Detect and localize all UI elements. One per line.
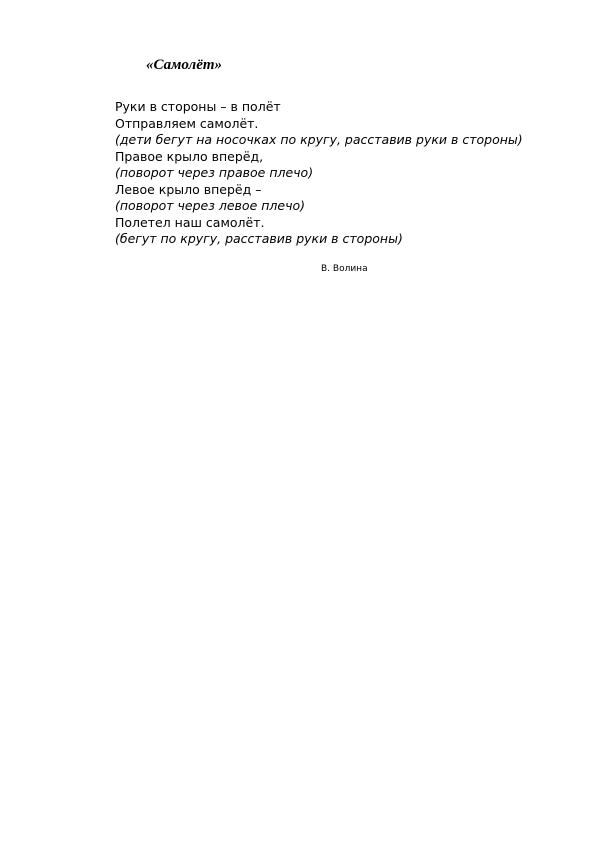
poem-line: Отправляем самолёт. — [115, 115, 259, 131]
poem-body — [115, 99, 535, 248]
stage-direction: (поворот через левое плечо) — [115, 198, 305, 213]
stage-direction: (поворот через правое плечо) — [115, 165, 314, 180]
author-signature: В. Волина — [321, 264, 368, 274]
stage-direction: (бегут по кругу, расставив руки в стороны) — [115, 231, 403, 246]
stage-direction: (дети бегут на носочках по кругу, расставив руки в стороны) — [115, 132, 523, 147]
document-title: «Самолёт» — [146, 57, 223, 73]
poem-line: Руки в стороны – в полёт — [115, 99, 281, 114]
poem-line: Правое крыло вперёд, — [115, 148, 264, 164]
poem-line: Левое крыло вперёд – — [115, 181, 262, 197]
poem-line: Полетел наш самолёт. — [115, 214, 265, 230]
